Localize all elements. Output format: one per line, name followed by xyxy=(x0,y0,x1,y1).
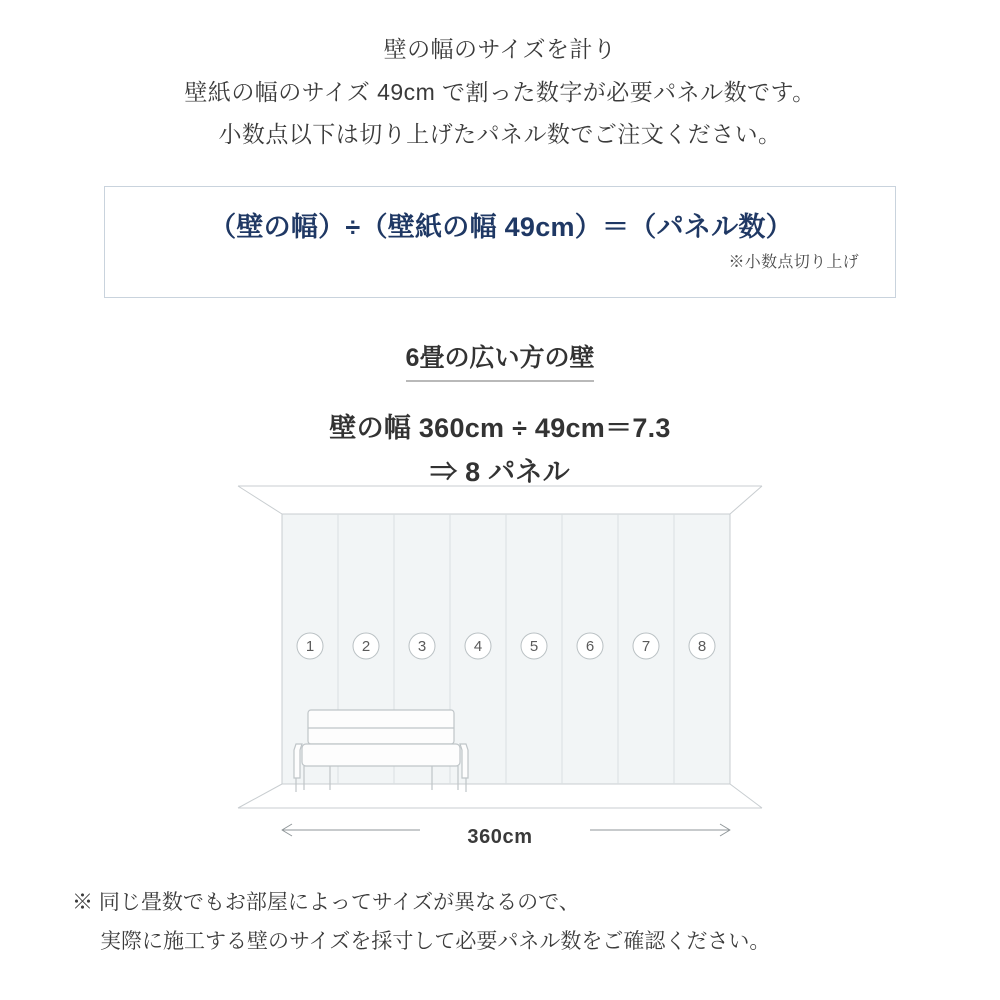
panel-number-label: 2 xyxy=(361,638,371,655)
panel-number-label: 8 xyxy=(697,638,707,655)
intro-line-3: 小数点以下は切り上げたパネル数でご注文ください。 xyxy=(218,121,782,148)
panel-number-label: 5 xyxy=(529,638,539,655)
formula-note: ※小数点切り上げ xyxy=(728,254,859,271)
panel-badge-8 xyxy=(689,633,715,659)
calculation-line-1: 壁の幅 360cm ÷ 49cm＝7.3 xyxy=(329,413,671,443)
footnote-line-2: 実際に施工する壁のサイズを採寸して必要パネル数をご確認ください。 xyxy=(100,929,771,953)
intro-line-2: 壁紙の幅のサイズ 49cm で割った数字が必要パネル数です。 xyxy=(184,78,816,105)
panel-badge-5 xyxy=(521,633,547,659)
footnote-line-1: ※ 同じ畳数でもお部屋によってサイズが異なるので、 xyxy=(72,891,580,914)
panel-number-label: 1 xyxy=(305,638,315,655)
section-heading xyxy=(0,338,1000,382)
footnote xyxy=(72,884,952,962)
room-diagram xyxy=(230,478,770,858)
panel-number-label: 4 xyxy=(473,638,483,655)
panel-badge-7 xyxy=(633,633,659,659)
panel-badge-6 xyxy=(577,633,603,659)
wall-width-label: 360cm xyxy=(467,826,533,848)
panel-badge-4 xyxy=(465,633,491,659)
formula-box xyxy=(104,186,896,298)
calculation-line-2: ⇒ 8 パネル xyxy=(430,457,570,487)
formula-text: （壁の幅）÷（壁紙の幅 49cm）＝（パネル数） xyxy=(209,212,793,242)
panel-number-label: 7 xyxy=(641,638,651,655)
panel-number-label: 6 xyxy=(585,638,595,655)
panel-badge-1 xyxy=(297,633,323,659)
section-heading-label: 6畳の広い方の壁 xyxy=(406,338,595,382)
intro-line-1: 壁の幅のサイズを計り xyxy=(383,36,617,62)
panel-badge-3 xyxy=(409,633,435,659)
panel-badge-2 xyxy=(353,633,379,659)
intro-text xyxy=(0,28,1000,156)
panel-number-label: 3 xyxy=(417,638,427,655)
